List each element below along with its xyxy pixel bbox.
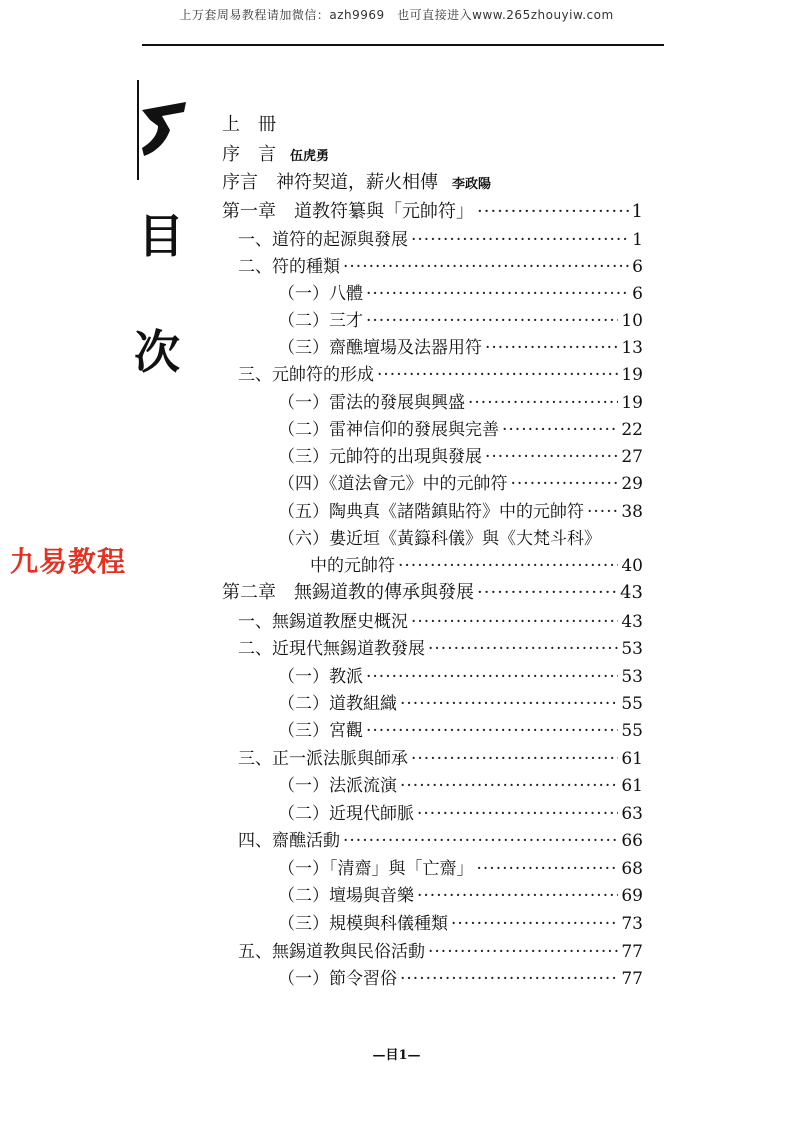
toc-entry-page: 61 [621, 776, 643, 796]
toc-entry[interactable] [238, 225, 643, 250]
toc-entry-title: （三）宮觀 [278, 721, 363, 741]
toc-entry-page: 69 [621, 886, 643, 906]
toc-entry[interactable] [310, 551, 643, 576]
toc-entry-page: 77 [621, 942, 643, 962]
toc-entry-title: 一、無錫道教歷史概況 [238, 612, 408, 632]
preface-author: 李政陽 [452, 177, 492, 192]
toc-entry-page: 53 [621, 639, 643, 659]
toc-entry-page: 63 [621, 804, 643, 824]
dot-leader [398, 556, 618, 576]
toc-entry-title: （六）婁近垣《黃籙科儀》與《大梵斗科》 [278, 529, 601, 549]
toc-entry-page: 68 [621, 859, 643, 879]
dot-leader [468, 393, 618, 413]
dot-leader [343, 831, 618, 851]
toc-entry[interactable] [278, 388, 643, 413]
toc-entry-page: 43 [620, 582, 643, 603]
dot-leader [428, 639, 618, 659]
toc-entry-title: 三、正一派法脈與師承 [238, 749, 408, 769]
toc-entry[interactable] [278, 689, 643, 714]
toc-entry-title: （一）雷法的發展與興盛 [278, 393, 465, 413]
toc-entry-page: 38 [621, 502, 643, 522]
toc-entry-title: （一）法派流演 [278, 776, 397, 796]
dot-leader [417, 886, 618, 906]
toc-entry-title: （二）壇場與音樂 [278, 886, 414, 906]
toc-entry[interactable] [238, 826, 643, 851]
dot-leader [451, 914, 618, 934]
dot-leader [411, 749, 618, 769]
dot-leader [477, 582, 617, 603]
page-footer: —目1— [372, 1048, 421, 1063]
toc-entry-page: 1 [631, 201, 643, 222]
toc-entry[interactable] [278, 442, 643, 467]
toc-entry-title: （二）近現代師脈 [278, 804, 414, 824]
toc-entry-page: 6 [632, 284, 643, 304]
dot-leader [366, 311, 618, 331]
toc-entry-page: 73 [621, 914, 643, 934]
toc-entry-title: （二）道教組織 [278, 694, 397, 714]
toc-entry-page: 19 [621, 393, 643, 413]
dot-leader [400, 694, 618, 714]
toc-entry-page: 10 [621, 311, 643, 331]
toc-entry-page: 27 [621, 447, 643, 467]
toc-entry[interactable] [278, 771, 643, 796]
dot-leader [502, 420, 618, 440]
toc-entry-title: 第二章 無錫道教的傳承與發展 [222, 582, 474, 603]
toc-entry-title: 四、齋醮活動 [238, 831, 340, 851]
toc-entry[interactable] [278, 279, 643, 304]
toc-entry[interactable] [278, 497, 643, 522]
toc-entry-title: （二）三才 [278, 311, 363, 331]
preface-title: 序 言 [222, 144, 276, 165]
toc-entry[interactable] [238, 607, 643, 632]
toc-entry-page: 13 [621, 338, 643, 358]
toc-entry-title: （一）「清齋」與「亡齋」 [278, 859, 474, 879]
toc-entry[interactable] [222, 197, 643, 223]
toc-entry[interactable] [278, 716, 643, 741]
toc-entry-page: 77 [621, 969, 643, 989]
watermark-logo: 九易教程 [10, 545, 127, 578]
dot-leader [366, 284, 629, 304]
toc-entry-page: 53 [621, 667, 643, 687]
toc-entry-title: 第一章 道教符纂與「元帥符」 [222, 201, 474, 222]
toc-entry-title: （一）八體 [278, 284, 363, 304]
toc-entry[interactable] [278, 662, 643, 687]
dot-leader [366, 721, 618, 741]
dot-leader [366, 667, 618, 687]
toc-entry[interactable] [278, 524, 601, 549]
toc-entry-title: （三）齋醮壇場及法器用符 [278, 338, 482, 358]
toc-entry[interactable] [238, 360, 643, 385]
toc-entry-title: （一）節令習俗 [278, 969, 397, 989]
title-char-ci: 次 [134, 325, 180, 379]
toc-entry-page: 66 [621, 831, 643, 851]
toc-entry[interactable] [238, 634, 643, 659]
toc-entry[interactable] [278, 799, 643, 824]
toc-entry-title: （四）《道法會元》中的元帥符 [278, 474, 508, 494]
toc-volume [222, 110, 276, 136]
dot-leader [343, 257, 629, 277]
dot-leader [587, 502, 618, 522]
dot-leader [400, 969, 618, 989]
toc-entry[interactable] [278, 881, 643, 906]
toc-entry-page: 55 [621, 721, 643, 741]
toc-preface-1 [222, 140, 329, 166]
toc-entry[interactable] [238, 252, 643, 277]
toc-entry[interactable] [238, 744, 643, 769]
toc-entry-title: 二、符的種類 [238, 257, 340, 277]
toc-entry[interactable] [278, 469, 643, 494]
toc-entry-title: 中的元帥符 [310, 556, 395, 576]
toc-entry[interactable] [278, 854, 643, 879]
dot-leader [485, 338, 618, 358]
dot-leader [477, 859, 619, 879]
page-header: 上万套周易教程请加微信：azh9969 也可直接进入www.265zhouyiw.com [179, 8, 614, 22]
toc-entry-page: 6 [632, 257, 643, 277]
toc-entry-title: 一、道符的起源與發展 [238, 230, 408, 250]
toc-entry-page: 40 [621, 556, 643, 576]
toc-entry-page: 55 [621, 694, 643, 714]
toc-entry-title: （三）元帥符的出現與發展 [278, 447, 482, 467]
toc-entry[interactable] [278, 964, 643, 989]
toc-entry[interactable] [278, 333, 643, 358]
toc-entry[interactable] [278, 415, 643, 440]
preface-author: 伍虎勇 [290, 149, 330, 164]
toc-entry-title: 三、元帥符的形成 [238, 365, 374, 385]
toc-entry-title: （三）規模與科儀種類 [278, 914, 448, 934]
toc-volume-title: 上 冊 [222, 114, 276, 135]
toc-entry-page: 1 [632, 230, 643, 250]
toc-preface-2 [222, 168, 491, 194]
dot-leader [377, 365, 618, 385]
dot-leader [411, 612, 618, 632]
dot-leader [417, 804, 618, 824]
toc-entry-title: （一）教派 [278, 667, 363, 687]
toc-entry-page: 19 [621, 365, 643, 385]
toc-entry-page: 61 [621, 749, 643, 769]
dot-leader [511, 474, 619, 494]
toc-entry-page: 29 [621, 474, 643, 494]
toc-entry-title: （二）雷神信仰的發展與完善 [278, 420, 499, 440]
toc-entry-page: 22 [621, 420, 643, 440]
dot-leader [428, 942, 618, 962]
dot-leader [485, 447, 618, 467]
toc-entry-page: 43 [621, 612, 643, 632]
title-char-mu: 目 [138, 209, 184, 263]
toc-entry-title: （五）陶典真《諸階鎮貼符》中的元帥符 [278, 502, 584, 522]
toc-entry-title: 五、無錫道教與民俗活動 [238, 942, 425, 962]
dot-leader [400, 776, 618, 796]
dot-leader [411, 230, 629, 250]
dot-leader [477, 201, 629, 222]
toc-entry[interactable] [278, 306, 643, 331]
toc-entry[interactable] [278, 909, 643, 934]
toc-entry-title: 二、近現代無錫道教發展 [238, 639, 425, 659]
preface-title: 序言 神符契道，薪火相傳 [222, 172, 438, 193]
toc-entry[interactable] [238, 937, 643, 962]
toc-entry[interactable] [222, 578, 643, 604]
